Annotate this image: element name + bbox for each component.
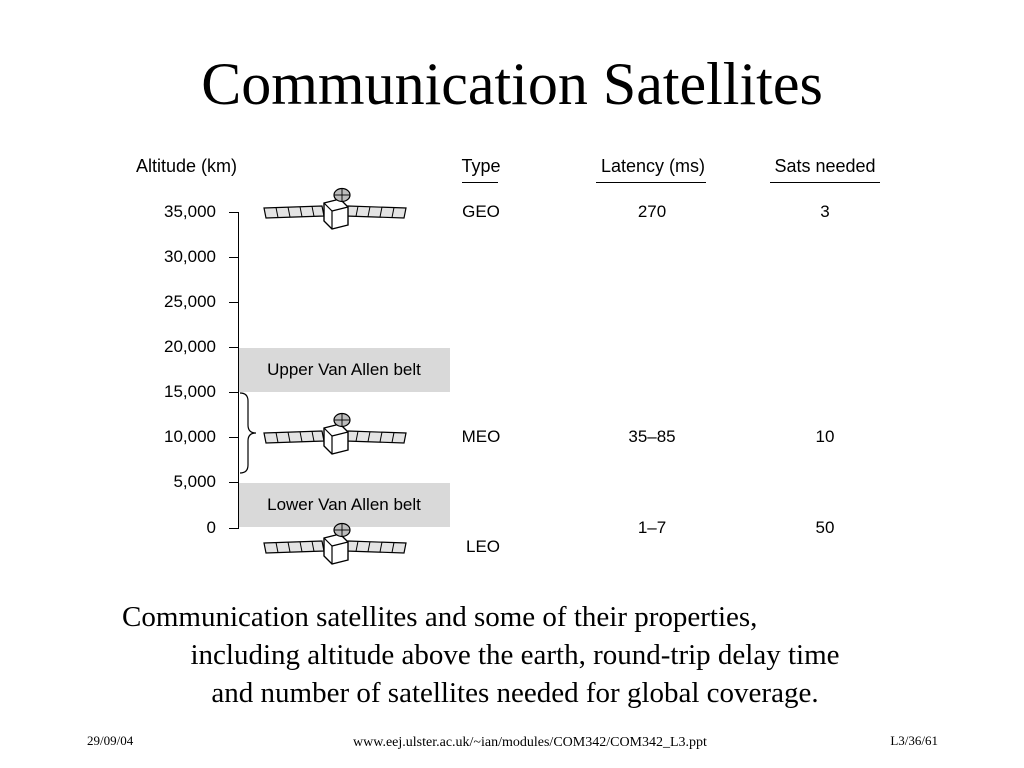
header-altitude: Altitude (km) <box>136 156 238 176</box>
axis-tick <box>229 212 238 213</box>
latency-meo: 35–85 <box>628 427 676 446</box>
footer-date: 29/09/04 <box>87 733 134 748</box>
orbit-type-geo: GEO <box>462 202 500 221</box>
latency-geo: 270 <box>637 202 667 221</box>
altitude-tick-label: 0 <box>206 518 216 537</box>
footer-page-number: L3/36/61 <box>890 733 938 748</box>
brace-icon <box>236 392 260 474</box>
header-underline <box>596 182 706 183</box>
orbit-type-meo: MEO <box>461 427 501 446</box>
altitude-axis <box>238 212 239 529</box>
header-underline <box>462 182 498 183</box>
axis-tick <box>229 482 238 483</box>
lower-van-allen-belt: Lower Van Allen belt <box>238 483 450 527</box>
caption-line: Communication satellites and some of their properties, <box>122 601 758 633</box>
header-latency: Latency (ms) <box>600 156 706 176</box>
footer-url: www.eej.ulster.ac.uk/~ian/modules/COM342/COM342_L3.ppt <box>353 735 707 750</box>
latency-leo: 1–7 <box>637 518 667 537</box>
sats-meo: 10 <box>815 427 835 446</box>
figure-caption <box>100 598 930 712</box>
header-sats: Sats needed <box>774 156 876 176</box>
satellite-icon <box>262 522 408 570</box>
caption-line: and number of satellites needed for global coverage. <box>211 677 819 709</box>
axis-tick <box>229 347 238 348</box>
header-type: Type <box>461 156 501 176</box>
altitude-tick-label: 5,000 <box>173 472 216 491</box>
axis-tick <box>229 528 238 529</box>
altitude-tick-label: 25,000 <box>164 292 216 311</box>
orbit-type-leo: LEO <box>465 537 501 556</box>
sats-geo: 3 <box>820 202 830 221</box>
upper-van-allen-belt: Upper Van Allen belt <box>238 348 450 392</box>
slide-title: Communication Satellites <box>201 51 823 117</box>
sats-leo: 50 <box>815 518 835 537</box>
axis-tick <box>229 257 238 258</box>
caption-line: including altitude above the earth, round-trip delay time <box>190 639 840 671</box>
satellite-icon <box>262 412 408 460</box>
altitude-tick-label: 30,000 <box>164 247 216 266</box>
header-underline <box>770 182 880 183</box>
altitude-tick-label: 10,000 <box>164 427 216 446</box>
axis-tick <box>229 302 238 303</box>
altitude-tick-label: 20,000 <box>164 337 216 356</box>
satellite-icon <box>262 187 408 235</box>
altitude-tick-label: 35,000 <box>164 202 216 221</box>
altitude-tick-label: 15,000 <box>164 382 216 401</box>
